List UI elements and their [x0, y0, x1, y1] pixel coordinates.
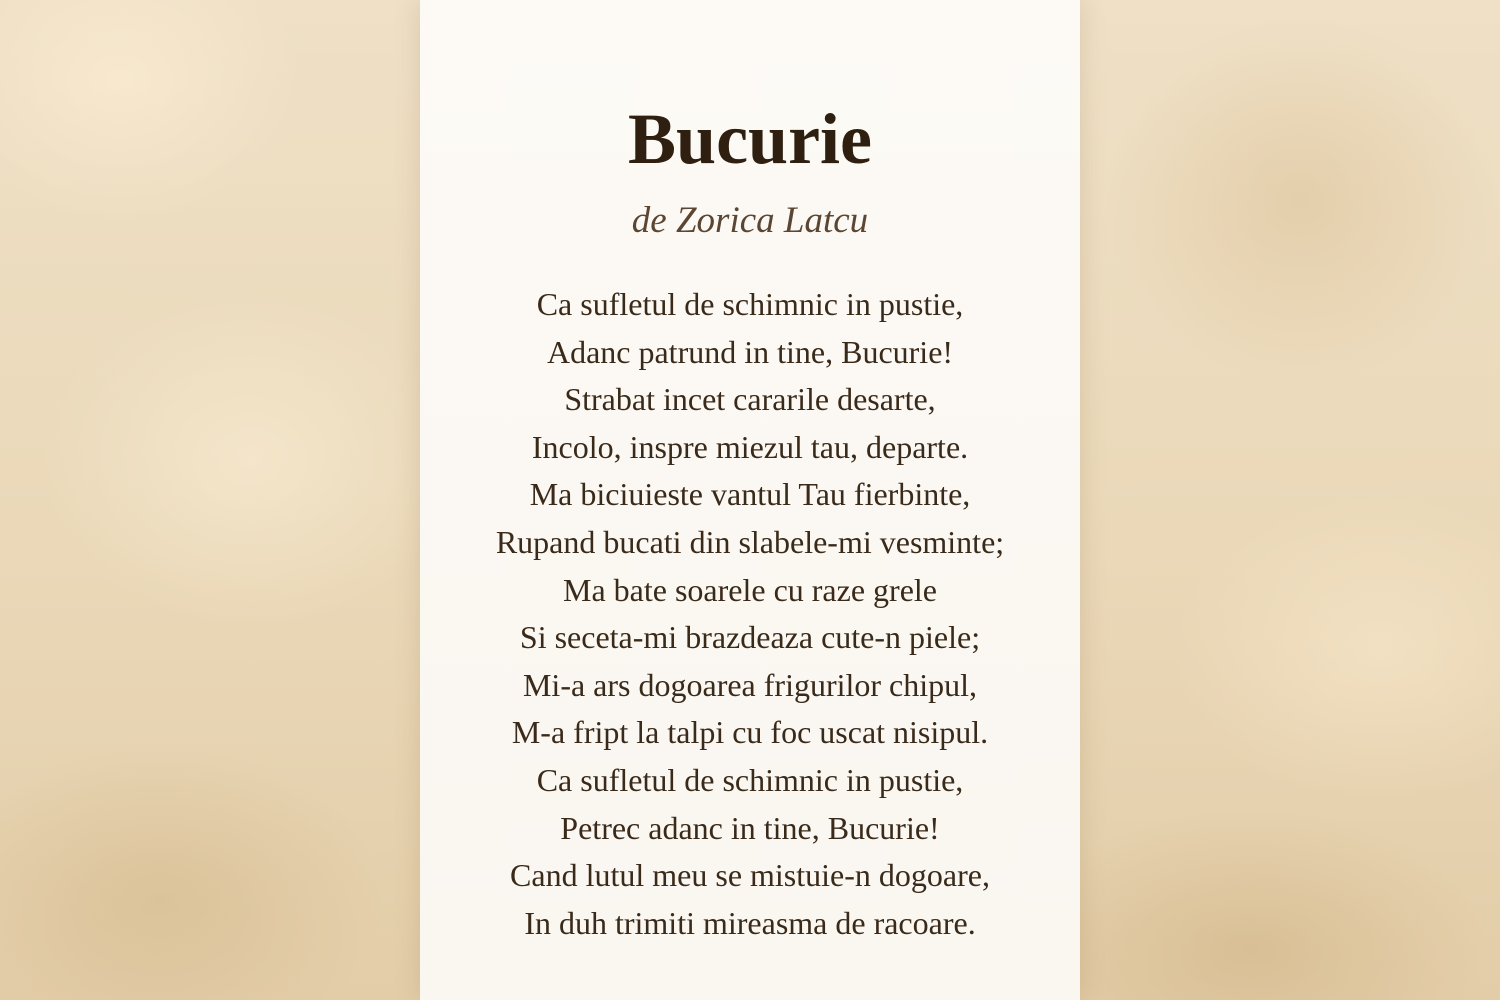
poem-line: Cand lutul meu se mistuie-n dogoare, — [510, 857, 990, 894]
poem-line: Adanc patrund in tine, Bucurie! — [546, 333, 954, 370]
poem-title: Bucurie — [628, 99, 872, 179]
poem-line: Petrec adanc in tine, Bucurie! — [560, 809, 940, 846]
poem-line: Mi-a ars dogoarea frigurilor chipul, — [522, 666, 978, 703]
poem-line: M-a fript la talpi cu foc uscat nisipul. — [511, 714, 989, 751]
poem-author: de Zorica Latcu — [631, 200, 869, 241]
poem-line: Ma bate soarele cu raze grele — [563, 571, 937, 608]
poem-line: Rupand bucati din slabele-mi vesminte; — [495, 523, 1005, 560]
poem-line: In duh trimiti mireasma de racoare. — [524, 904, 976, 941]
poem-line: Ma biciuieste vantul Tau fierbinte, — [529, 476, 971, 513]
poem-line: Ca sufletul de schimnic in pustie, — [536, 761, 964, 798]
poem-line: Strabat incet cararile desarte, — [564, 381, 936, 418]
poem-line: Ca sufletul de schimnic in pustie, — [536, 286, 964, 322]
poem-page — [420, 0, 1080, 1000]
poem-body — [420, 281, 1080, 947]
poem-line: Incolo, inspre miezul tau, departe. — [531, 428, 969, 465]
poem-line: Si seceta-mi brazdeaza cute-n piele; — [519, 619, 981, 656]
